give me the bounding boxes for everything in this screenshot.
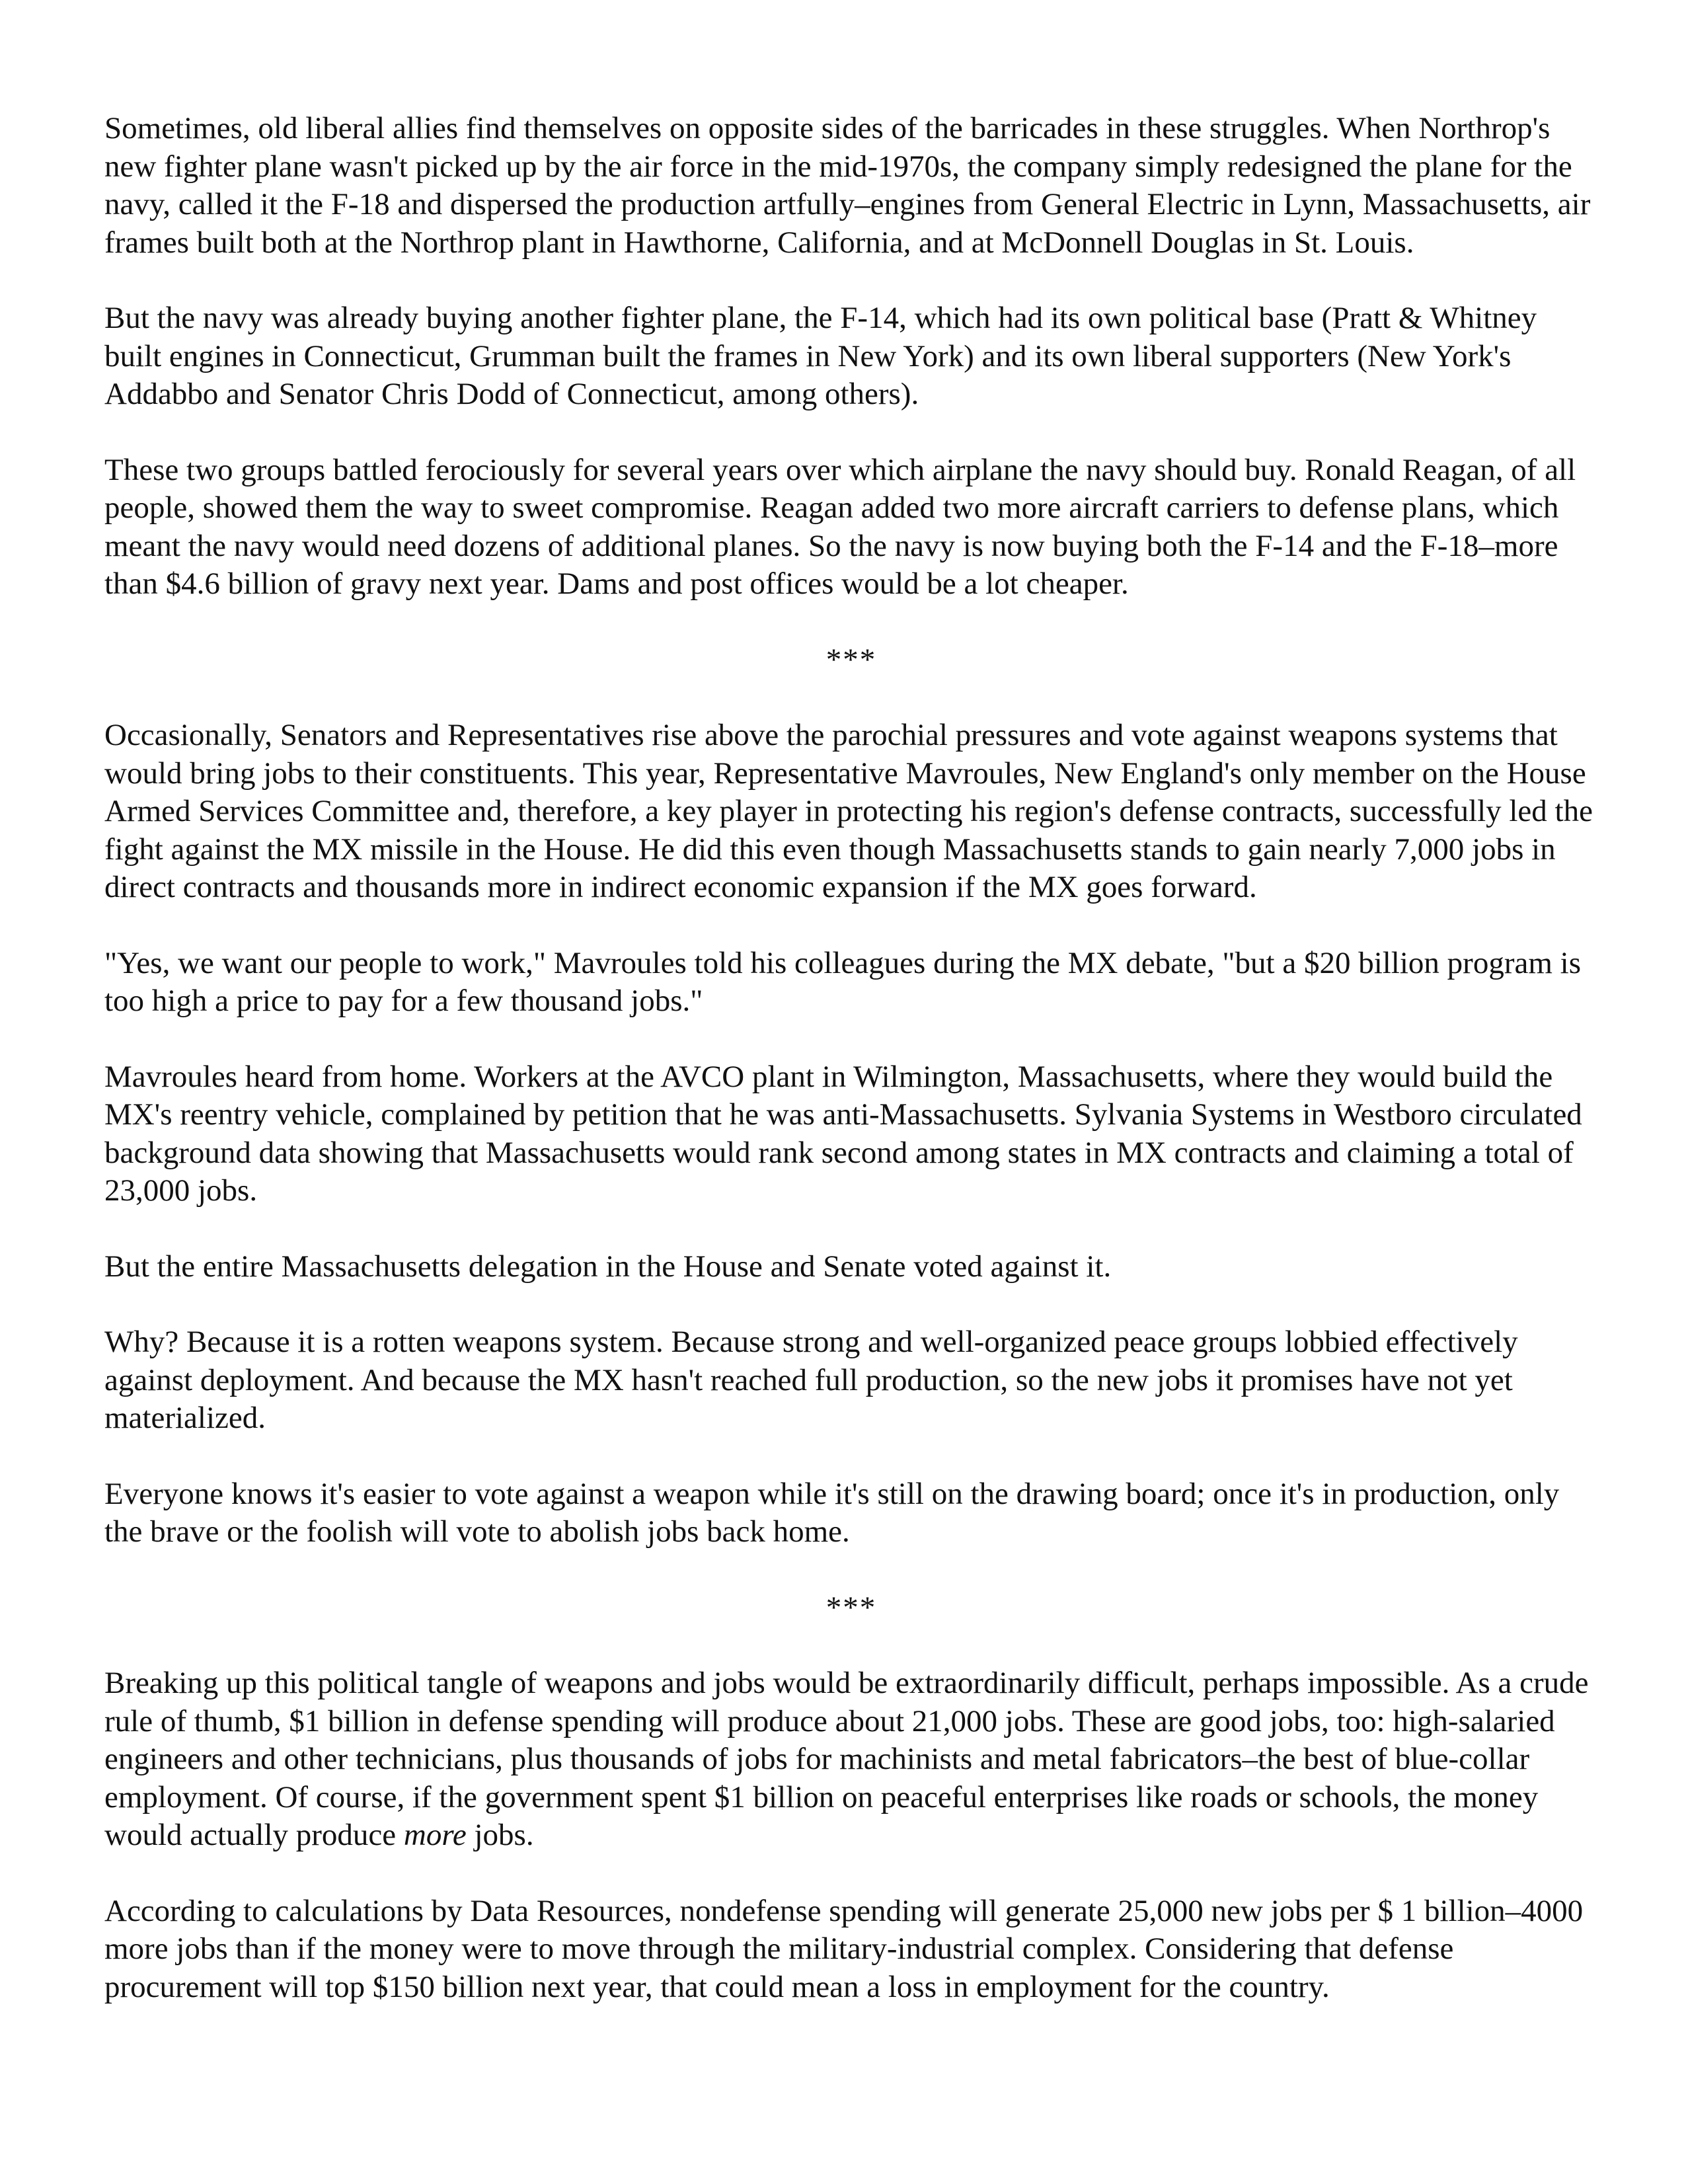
paragraph-heard-from-home: Mavroules heard from home. Workers at the AVCO plant in Wilmington, Massachusetts, where they would build the MX's reentry vehicle, complained by petition that he was anti-Massachusetts. Sylvania Systems in Westboro circulated background data showing that Massachusetts would rank second among states in MX contracts and claiming a total of 23,000 jobs.	[104, 1059, 1582, 1208]
paragraph-data-resources: According to calculations by Data Resources, nondefense spending will generate 25,000 new jobs per $ 1 billion–4000 more jobs than if the money were to move through the military-industrial complex. Considering that defense procurement will top $150 billion next year, that could mean a loss in employment for the country.	[104, 1893, 1584, 2004]
paragraph-f14-base: But the navy was already buying another fighter plane, the F-14, which had its own political base (Pratt & Whitney built engines in Connecticut, Grumman built the frames in New York) and its own liberal supporters (New York's Addabbo and Senator Chris Dodd of Connecticut, among others).	[104, 301, 1537, 411]
paragraph-drawing-board: Everyone knows it's easier to vote against a weapon while it's still on the drawing board; once it's in production, only the brave or the foolish will vote to abolish jobs back home.	[104, 1476, 1560, 1549]
section-separator: ***	[825, 1590, 877, 1625]
paragraph-f18-dispersal: Sometimes, old liberal allies find themselves on opposite sides of the barricades in these struggles. When Northrop's new fighter plane wasn't picked up by the air force in the mid-1970s, the company simply redesigned the plane for the navy, called it the F-18 and dispersed the production artfully–engines from General Electric in Lynn, Massachusetts, air frames built both at the Northrop plant in Hawthorne, California, and at McDonnell Douglas in St. Louis.	[104, 111, 1591, 260]
paragraph-reagan-compromise: These two groups battled ferociously for several years over which airplane the navy should buy. Ronald Reagan, of all people, showed them the way to sweet compromise. Reagan added two more aircraft carriers to defense plans, which meant the navy would need dozens of additional planes. So the navy is now buying both the F-14 and the F-18–more than $4.6 billion of gravy next year. Dams and post offices would be a lot cheaper.	[104, 452, 1576, 601]
emphasis-text: more	[403, 1818, 467, 1852]
paragraph-delegation-vote: But the entire Massachusetts delegation in the House and Senate voted against it.	[104, 1249, 1112, 1284]
paragraph-mavroules-quote: "Yes, we want our people to work," Mavroules told his colleagues during the MX debate, "but a $20 billion program is too high a price to pay for a few thousand jobs."	[104, 945, 1581, 1018]
document-page	[104, 110, 1598, 2044]
paragraph-why: Why? Because it is a rotten weapons system. Because strong and well-organized peace groups lobbied effectively against deployment. And because the MX hasn't reached full production, so the new jobs it promises have not yet materialized.	[104, 1325, 1518, 1435]
paragraph-text: Breaking up this political tangle of weapons and jobs would be extraordinarily difficult, perhaps impossible. As a crude rule of thumb, $1 billion in defense spending will produce about 21,000 jobs. These are good jobs, too: high-salaried engineers and other technicians, plus thousands of jobs for machinists and metal fabricators–the best of blue-collar employment. Of course, if the government spent $1 billion on peaceful enterprises like roads or schools, the money would actually produce	[104, 1666, 1589, 1852]
paragraph-mavroules-mx: Occasionally, Senators and Representatives rise above the parochial pressures and vote against weapons systems that would bring jobs to their constituents. This year, Representative Mavroules, New England's only member on the House Armed Services Committee and, therefore, a key player in protecting his region's defense contracts, successfully led the fight against the MX missile in the House. He did this even though Massachusetts stands to gain nearly 7,000 jobs in direct contracts and thousands more in indirect economic expansion if the MX goes forward.	[104, 718, 1593, 904]
paragraph-political-tangle	[104, 1664, 1598, 1855]
paragraph-text: jobs.	[466, 1818, 534, 1852]
section-separator: ***	[825, 642, 877, 677]
